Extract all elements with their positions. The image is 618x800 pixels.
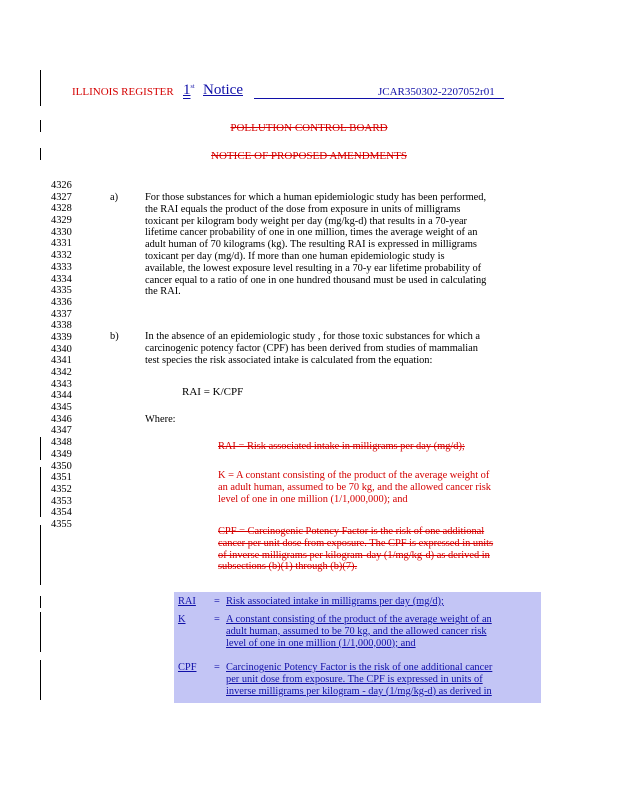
- line-number: 4332: [51, 250, 72, 262]
- section-a-line: available, the lowest exposure level resulting in a 70-y ear lifetime probability of: [145, 262, 482, 274]
- line-number: 4343: [51, 378, 72, 390]
- section-a-line: lifetime cancer probability of one in one million, times the average weight of an: [145, 227, 478, 239]
- new-k-term: K: [178, 614, 186, 625]
- section-a-line: adult human of 70 kilograms (kg). The resulting RAI is expressed in milligrams: [145, 239, 477, 251]
- section-a-text: [145, 192, 545, 298]
- doc-code: JCAR350302-2207052r01: [378, 86, 495, 98]
- line-number: 4336: [51, 296, 72, 308]
- section-a-line: cancer equal to a ratio of one in one hundred thousand must be used in calculating: [145, 274, 487, 286]
- deleted-cpf-line: cancer per unit dose from exposure. The CPF is expressed in units: [218, 537, 494, 549]
- line-number: 4342: [51, 367, 72, 378]
- deleted-cpf-definition: [218, 526, 548, 573]
- new-rai-equals: =: [214, 596, 220, 607]
- change-bar: [40, 467, 41, 517]
- page-mark: [183, 81, 195, 99]
- notice-label: [203, 81, 243, 99]
- deleted-k-line: K = A constant consisting of the product of the average weight of: [218, 470, 490, 481]
- line-number: 4326: [51, 180, 72, 191]
- line-number: 4329: [51, 215, 72, 227]
- change-bar: [40, 660, 41, 700]
- line-number: 4340: [51, 343, 72, 355]
- line-number: 4330: [51, 226, 72, 238]
- line-number: 4351: [51, 472, 72, 484]
- line-number: 4353: [51, 495, 72, 507]
- section-a-line: the RAI equals the product of the dose from exposure in units of milligrams: [145, 203, 461, 215]
- notice-title: NOTICE OF PROPOSED AMENDMENTS: [211, 150, 407, 162]
- page-mark-number: 1: [183, 82, 191, 98]
- line-number: 4327: [51, 191, 72, 203]
- page-mark-sup: st: [190, 84, 195, 90]
- new-k-equals: =: [214, 614, 220, 625]
- board-title: POLLUTION CONTROL BOARD: [230, 122, 388, 134]
- new-k-definition: [226, 614, 538, 649]
- section-a-line: toxicant per kilogram body weight per day (mg/kg-d) that results in a 70-year: [145, 215, 468, 227]
- section-b-text: [145, 331, 545, 366]
- section-a-line: For those substances for which a human epidemiologic study has been performed,: [145, 192, 487, 203]
- line-number: 4347: [51, 425, 72, 437]
- section-b-line: test species the risk associated intake is calculated from the equation:: [145, 354, 433, 366]
- register-label: ILLINOIS REGISTER: [72, 86, 174, 98]
- new-k-line: A constant consisting of the product of the average weight of an: [226, 614, 492, 625]
- new-k-line: level of one in one million (1/1,000,000); and: [226, 637, 416, 649]
- line-number: 4355: [51, 518, 72, 530]
- new-cpf-term: CPF: [178, 662, 197, 673]
- deleted-rai-definition: RAI = Risk associated intake in milligrams per day (mg/d);: [218, 441, 465, 452]
- section-b-line: carcinogenic potency factor (CPF) has been derived from studies of mammalian: [145, 342, 478, 354]
- change-bar: [40, 596, 41, 608]
- new-cpf-line: per unit dose from exposure. The CPF is expressed in units of: [226, 673, 483, 685]
- change-bar: [40, 612, 41, 652]
- new-rai-definition: Risk associated intake in milligrams per day (mg/d);: [226, 596, 444, 607]
- deleted-k-definition: [218, 470, 548, 505]
- new-cpf-equals: =: [214, 662, 220, 673]
- line-number: 4341: [51, 355, 72, 367]
- line-number: 4335: [51, 285, 72, 297]
- line-number: 4344: [51, 390, 72, 402]
- line-number: 4346: [51, 413, 72, 425]
- line-number: 4348: [51, 437, 72, 449]
- line-number: 4345: [51, 402, 72, 414]
- new-cpf-line: Carcinogenic Potency Factor is the risk of one additional cancer: [226, 662, 493, 673]
- section-a-label: a): [110, 192, 119, 203]
- line-number: 4349: [51, 448, 72, 460]
- line-number: 4337: [51, 308, 72, 320]
- deleted-k-line: level of one in one million (1/1,000,000); and: [218, 493, 408, 505]
- deleted-cpf-line: of inverse milligrams per kilogram-day (1/mg/kg-d) as derived in: [218, 549, 490, 561]
- deleted-cpf-line: CPF = Carcinogenic Potency Factor is the risk of one additional: [218, 526, 485, 537]
- change-bar: [40, 70, 41, 106]
- equation: RAI = K/CPF: [182, 386, 244, 398]
- line-number: 4339: [51, 331, 72, 343]
- line-number: 4350: [51, 460, 72, 472]
- change-bar: [40, 437, 41, 460]
- line-number: 4354: [51, 507, 72, 519]
- new-k-line: adult human, assumed to be 70 kg, and the allowed cancer risk: [226, 625, 487, 637]
- line-number: 4328: [51, 203, 72, 215]
- change-bar: [40, 525, 41, 585]
- new-cpf-line: inverse milligrams per kilogram - day (1/mg/kg-d) as derived in: [226, 685, 492, 697]
- line-numbers: [51, 180, 91, 531]
- line-number: 4333: [51, 261, 72, 273]
- deleted-k-line: an adult human, assumed to be 70 kg, and the allowed cancer risk: [218, 481, 491, 493]
- new-rai-term: RAI: [178, 596, 196, 607]
- section-a-line: the RAI.: [145, 286, 181, 298]
- line-number: 4334: [51, 273, 72, 285]
- notice-label-text: Notice: [203, 82, 243, 98]
- new-cpf-definition: [226, 662, 538, 697]
- line-number: 4331: [51, 238, 72, 250]
- section-b-label: b): [110, 331, 119, 342]
- where-label: Where:: [145, 414, 176, 425]
- line-number: 4338: [51, 320, 72, 332]
- section-a-line: toxicant per day (mg/d). If more than one human epidemiologic study is: [145, 250, 445, 262]
- section-b-line: In the absence of an epidemiologic study , for those toxic substances for which a: [145, 331, 481, 342]
- line-number: 4352: [51, 483, 72, 495]
- deleted-cpf-line: subsections (b)(1) through (b)(7).: [218, 561, 358, 573]
